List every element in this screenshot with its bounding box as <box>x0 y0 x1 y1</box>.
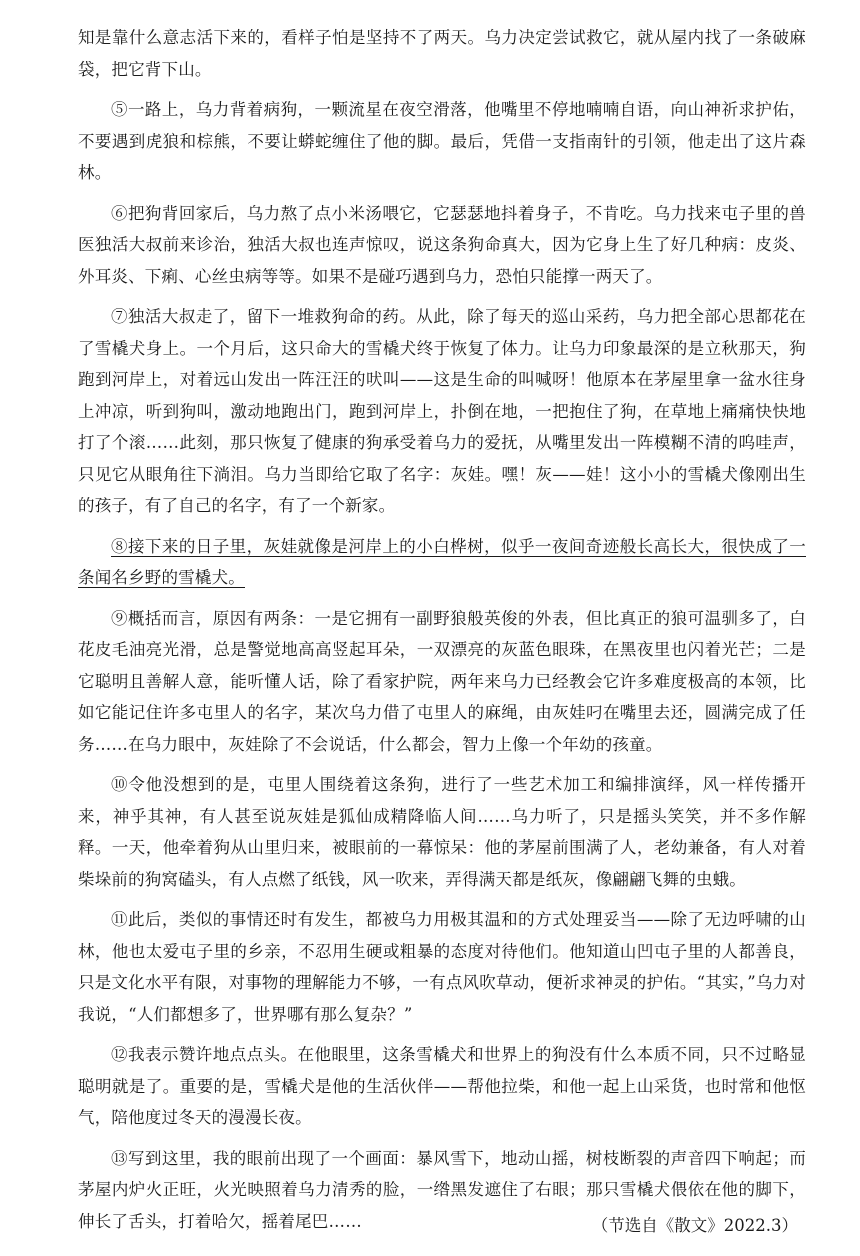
paragraph-7: ⑦独活大叔走了，留下一堆救狗命的药。从此，除了每天的巡山采药，乌力把全部心思都花在了雪橇犬身上。一个月后，这只命大的雪橇犬终于恢复了体力。让乌力印象最深的是立秋那天，狗跑到河岸上，对着远山发出一阵汪汪的吠叫——这是生命的叫喊呀！他原本在茅屋里拿一盆水往身上冲凉，听到狗叫，激动地跑出门，跑到河岸上，扑倒在地，一把抱住了狗，在草地上痛痛快快地打了个滚……此刻，那只恢复了健康的狗承受着乌力的爱抚，从嘴里发出一阵模糊不清的呜哇声，只见它从眼角往下淌泪。乌力当即给它取了名字：灰娃。嘿！灰——娃！这小小的雪橇犬像刚出生的孩子，有了自己的名字，有了一个新家。 <box>78 307 806 515</box>
paragraph-11: ⑪此后，类似的事情还时有发生，都被乌力用极其温和的方式处理妥当——除了无边呼啸的山林，他也太爱屯子里的乡亲，不忍用生硬或粗暴的态度对待他们。他知道山凹屯子里的人都善良，只是文化水平有限，对事物的理解能力不够，一有点风吹草动，便祈求神灵的护佑。“其实，”乌力对我说，“人们都想多了，世界哪有那么复杂？” <box>78 910 806 1024</box>
paragraph-5: ⑤一路上，乌力背着病狗，一颗流星在夜空滑落，他嘴里不停地喃喃自语，向山神祈求护佑，不要遇到虎狼和棕熊，不要让蟒蛇缠住了他的脚。最后，凭借一支指南针的引领，他走出了这片森林。 <box>78 100 806 182</box>
paragraph-continued: 知是靠什么意志活下来的，看样子怕是坚持不了两天。乌力决定尝试救它，就从屋内找了一条破麻袋，把它背下山。 <box>78 28 806 79</box>
paragraph-12: ⑫我表示赞许地点点头。在他眼里，这条雪橇犬和世界上的狗没有什么本质不同，只不过略显聪明就是了。重要的是，雪橇犬是他的生活伙伴——帮他拉柴，和他一起上山采货，也时常和他怄气，陪他度过冬天的漫漫长夜。 <box>78 1045 806 1127</box>
paragraph-9: ⑨概括而言，原因有两条：一是它拥有一副野狼般英俊的外表，但比真正的狼可温驯多了，白花皮毛油亮光滑，总是警觉地高高竖起耳朵，一双漂亮的灰蓝色眼珠，在黑夜里也闪着光芒；二是它聪明且善解人意，能听懂人话，除了看家护院，两年来乌力已经教会它许多难度极高的本领，比如它能记住许多屯里人的名字，某次乌力借了屯里人的麻绳，由灰娃叼在嘴里去还，圆满完成了任务……在乌力眼中，灰娃除了不会说话，什么都会，智力上像一个年幼的孩童。 <box>78 608 806 754</box>
paragraph-10: ⑩令他没想到的是，屯里人围绕着这条狗，进行了一些艺术加工和编排演绎，风一样传播开来，神乎其神，有人甚至说灰娃是狐仙成精降临人间……乌力听了，只是摇头笑笑，并不多作解释。一天，他牵着狗从山里归来，被眼前的一幕惊呆：他的茅屋前围满了人，老幼兼备，有人对着柴垛前的狗窝磕头，有人点燃了纸钱，风一吹来，弄得满天都是纸灰，像翩翩飞舞的虫蛾。 <box>78 775 806 889</box>
paragraph-6: ⑥把狗背回家后，乌力熬了点小米汤喂它，它瑟瑟地抖着身子，不肯吃。乌力找来屯子里的兽医独活大叔前来诊治，独活大叔也连声惊叹，说这条狗命真大，因为它身上生了好几种病：皮炎、外耳炎、下痢、心丝虫病等等。如果不是碰巧遇到乌力，恐怕只能撑一两天了。 <box>78 203 806 286</box>
article-body <box>78 22 806 1237</box>
paragraph-8-underlined <box>78 531 806 594</box>
source-citation: （节选自《散文》2022.3） <box>591 1216 798 1235</box>
underlined-sentence: ⑧接下来的日子里，灰娃就像是河岸上的小白桦树，似乎一夜间奇迹般长高长大，很快成了一条闻名乡野的雪橇犬。 <box>78 536 806 587</box>
paragraph-13: ⑬写到这里，我的眼前出现了一个画面：暴风雪下，地动山摇，树枝断裂的声音四下响起；而茅屋内炉火正旺，火光映照着乌力清秀的脸，一绺黑发遮住了右眼；那只雪橇犬偎依在他的脚下，伸长了舌头，打着哈欠，摇着尾巴…… <box>78 1148 806 1231</box>
